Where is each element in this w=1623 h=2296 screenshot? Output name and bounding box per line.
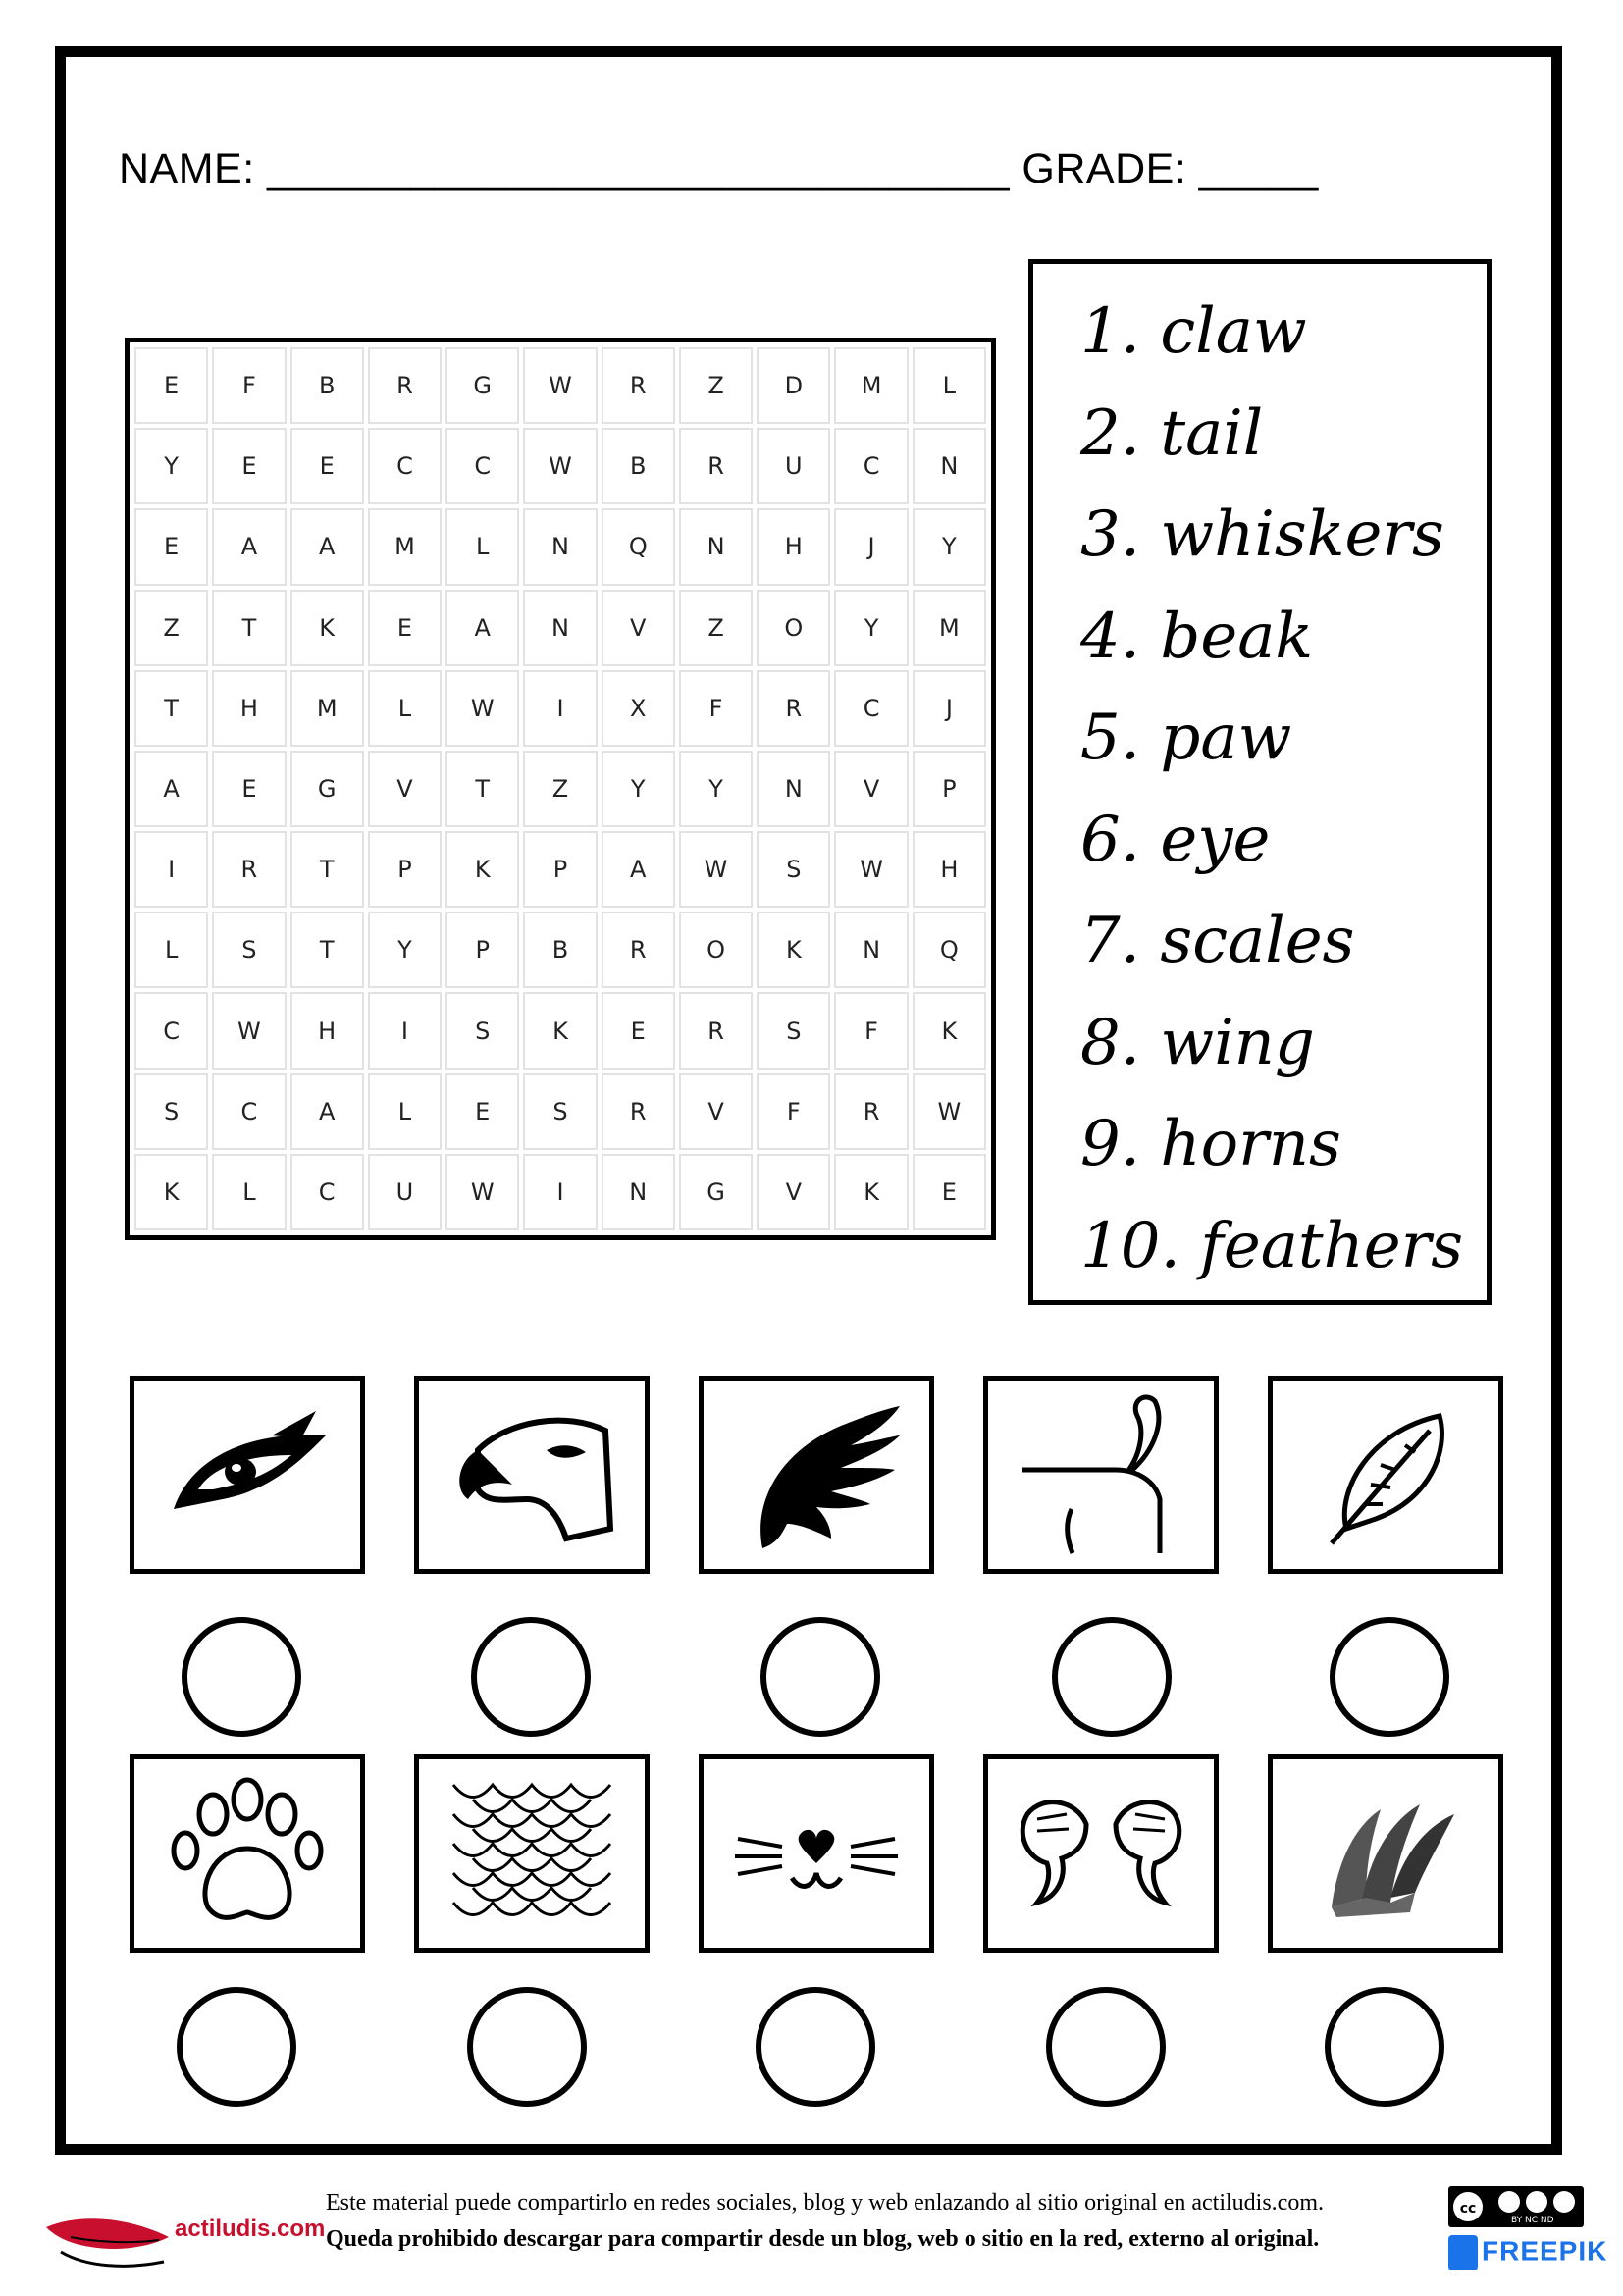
grid-cell[interactable]: I	[523, 1154, 597, 1230]
grid-cell[interactable]: Z	[679, 590, 753, 666]
grid-cell[interactable]: T	[134, 670, 208, 747]
grid-cell[interactable]: E	[212, 428, 286, 504]
word-list-box	[1028, 259, 1492, 1305]
grid-cell[interactable]: P	[445, 912, 519, 988]
grid-cell[interactable]: T	[445, 751, 519, 827]
picture-card-tail	[983, 1376, 1219, 1574]
grid-cell[interactable]: R	[368, 347, 442, 424]
grid-cell[interactable]: Q	[602, 508, 675, 585]
grid-cell[interactable]: X	[602, 670, 675, 747]
grid-cell[interactable]: V	[757, 1154, 830, 1230]
grid-cell[interactable]: W	[445, 670, 519, 747]
word-list-item: 7. scales	[1080, 905, 1355, 977]
grid-cell[interactable]: S	[445, 992, 519, 1069]
grid-cell[interactable]: I	[523, 670, 597, 747]
grid-cell[interactable]: K	[445, 831, 519, 908]
grid-cell[interactable]: K	[834, 1154, 908, 1230]
grid-cell[interactable]: G	[445, 347, 519, 424]
grid-cell[interactable]: W	[212, 992, 286, 1069]
grid-cell[interactable]: E	[290, 428, 364, 504]
grid-cell[interactable]: E	[913, 1154, 986, 1230]
grid-cell[interactable]: H	[757, 508, 830, 585]
beak-icon	[439, 1391, 625, 1558]
grid-cell[interactable]: G	[290, 751, 364, 827]
svg-text:cc: cc	[1459, 2201, 1477, 2217]
whiskers-icon	[723, 1770, 910, 1937]
grid-cell[interactable]: T	[290, 912, 364, 988]
picture-card-paw	[130, 1754, 365, 1953]
grid-cell[interactable]: Y	[834, 590, 908, 666]
grid-cell[interactable]: H	[290, 992, 364, 1069]
grid-cell[interactable]: C	[212, 1073, 286, 1150]
name-grade-line: NAME: _______________________________ GRADE: _____	[119, 145, 1319, 192]
grid-cell[interactable]: U	[757, 428, 830, 504]
grid-cell[interactable]: E	[134, 508, 208, 585]
grid-cell[interactable]: L	[913, 347, 986, 424]
grid-cell[interactable]: R	[679, 428, 753, 504]
grid-cell[interactable]: K	[913, 992, 986, 1069]
horns-icon	[1008, 1770, 1194, 1937]
grid-cell[interactable]: W	[834, 831, 908, 908]
freepik-icon	[1448, 2235, 1478, 2270]
grid-cell[interactable]: W	[523, 428, 597, 504]
grid-cell[interactable]: V	[602, 590, 675, 666]
grid-cell[interactable]: J	[834, 508, 908, 585]
footer-license-text: Este material puede compartirlo en redes sociales, blog y web enlazando al sitio original en actiludis.com.	[326, 2190, 1324, 2216]
word-list-item: 2. tail	[1080, 396, 1264, 470]
grid-cell[interactable]: N	[913, 428, 986, 504]
grid-cell[interactable]: S	[757, 992, 830, 1069]
grid-cell[interactable]: A	[290, 508, 364, 585]
scales-icon	[439, 1770, 625, 1937]
grid-cell[interactable]: W	[913, 1073, 986, 1150]
answer-circle[interactable]	[1046, 1987, 1166, 2107]
grid-cell[interactable]: N	[523, 508, 597, 585]
grid-cell[interactable]: A	[212, 508, 286, 585]
grid-cell[interactable]: Y	[368, 912, 442, 988]
grid-cell[interactable]: Y	[913, 508, 986, 585]
feather-icon	[1292, 1391, 1479, 1558]
grid-cell[interactable]: R	[679, 992, 753, 1069]
answer-circle[interactable]	[756, 1987, 875, 2107]
grid-cell[interactable]: A	[602, 831, 675, 908]
eye-icon	[154, 1391, 340, 1558]
word-list-item: 5. paw	[1080, 702, 1292, 774]
grid-cell[interactable]: T	[290, 831, 364, 908]
grid-cell[interactable]: S	[523, 1073, 597, 1150]
grid-cell[interactable]: N	[757, 751, 830, 827]
answer-circle[interactable]	[467, 1987, 587, 2107]
footer-prohibition-text: Queda prohibido descargar para compartir desde un blog, web o sitio en la red, externo al original.	[326, 2226, 1320, 2252]
grid-cell[interactable]: I	[368, 992, 442, 1069]
grid-cell[interactable]: A	[290, 1073, 364, 1150]
grid-cell[interactable]: J	[913, 670, 986, 747]
grid-cell[interactable]: E	[368, 590, 442, 666]
grid-cell[interactable]: E	[212, 751, 286, 827]
grid-cell[interactable]: C	[834, 428, 908, 504]
answer-circle[interactable]	[177, 1987, 296, 2107]
grid-cell[interactable]: H	[913, 831, 986, 908]
grid-cell[interactable]: Z	[134, 590, 208, 666]
grid-cell[interactable]: U	[368, 1154, 442, 1230]
freepik-credit	[1448, 2235, 1607, 2270]
grid-cell[interactable]: F	[212, 347, 286, 424]
grid-cell[interactable]: C	[368, 428, 442, 504]
tail-icon	[1008, 1391, 1194, 1558]
answer-circle[interactable]	[1330, 1617, 1449, 1737]
picture-card-whiskers	[699, 1754, 934, 1953]
grid-cell[interactable]: N	[834, 912, 908, 988]
grid-cell[interactable]: M	[368, 508, 442, 585]
grid-cell[interactable]: N	[602, 1154, 675, 1230]
grid-cell[interactable]: A	[134, 751, 208, 827]
picture-card-feather	[1268, 1376, 1503, 1574]
grid-cell[interactable]: F	[679, 670, 753, 747]
picture-card-horns	[983, 1754, 1219, 1953]
grid-cell[interactable]: L	[368, 1073, 442, 1150]
grid-cell[interactable]: Y	[134, 428, 208, 504]
grid-cell[interactable]: R	[757, 670, 830, 747]
word-list-item: 6. eye	[1080, 803, 1271, 876]
picture-card-wing	[699, 1376, 934, 1574]
word-list-item: 1. claw	[1080, 295, 1307, 368]
answer-circle[interactable]	[471, 1617, 591, 1737]
grid-cell[interactable]: V	[834, 751, 908, 827]
logo-text: actiludis.com	[175, 2216, 326, 2242]
grid-cell[interactable]: W	[523, 347, 597, 424]
word-search-grid	[125, 338, 996, 1240]
grid-cell[interactable]: S	[134, 1073, 208, 1150]
grid-cell[interactable]: S	[757, 831, 830, 908]
grid-cell[interactable]: A	[445, 590, 519, 666]
grid-cell[interactable]: K	[134, 1154, 208, 1230]
grid-cell[interactable]: E	[602, 992, 675, 1069]
freepik-label: FREEPIK	[1482, 2235, 1608, 2267]
grid-cell[interactable]: T	[212, 590, 286, 666]
grid-cell[interactable]: C	[134, 992, 208, 1069]
grid-cell[interactable]: H	[212, 670, 286, 747]
grid-cell[interactable]: O	[757, 590, 830, 666]
grid-cell[interactable]: M	[290, 670, 364, 747]
paw-icon	[154, 1770, 340, 1937]
grid-cell[interactable]: F	[834, 992, 908, 1069]
grid-cell[interactable]: O	[679, 912, 753, 988]
grid-cell[interactable]: R	[602, 912, 675, 988]
grid-cell[interactable]: K	[290, 590, 364, 666]
grid-cell[interactable]: R	[602, 1073, 675, 1150]
grid-cell[interactable]: N	[679, 508, 753, 585]
grid-cell[interactable]: N	[523, 590, 597, 666]
grid-cell[interactable]: L	[368, 670, 442, 747]
grid-cell[interactable]: P	[523, 831, 597, 908]
grid-cell[interactable]: K	[757, 912, 830, 988]
grid-cell[interactable]: Y	[602, 751, 675, 827]
picture-card-scales	[414, 1754, 650, 1953]
grid-cell[interactable]: L	[212, 1154, 286, 1230]
answer-circle[interactable]	[760, 1617, 880, 1737]
grid-cell[interactable]: L	[445, 508, 519, 585]
grid-cell[interactable]: L	[134, 912, 208, 988]
word-list-item: 8. wing	[1080, 1006, 1315, 1079]
wing-icon	[723, 1391, 910, 1558]
answer-circle[interactable]	[1325, 1987, 1444, 2107]
grid-cell[interactable]: K	[523, 992, 597, 1069]
grid-cell[interactable]: M	[913, 590, 986, 666]
grid-cell[interactable]: P	[913, 751, 986, 827]
grid-cell[interactable]: V	[368, 751, 442, 827]
grid-cell[interactable]: E	[445, 1073, 519, 1150]
grid-cell[interactable]: V	[679, 1073, 753, 1150]
picture-card-eye	[130, 1376, 365, 1574]
grid-cell[interactable]: Q	[913, 912, 986, 988]
grid-cell[interactable]: I	[134, 831, 208, 908]
grid-cell[interactable]: P	[368, 831, 442, 908]
grid-cell[interactable]: C	[834, 670, 908, 747]
grid-cell[interactable]: R	[834, 1073, 908, 1150]
grid-cell[interactable]: D	[757, 347, 830, 424]
word-list-item: 3. whiskers	[1080, 498, 1444, 571]
grid-cell[interactable]: R	[212, 831, 286, 908]
word-list-item: 9. horns	[1080, 1108, 1341, 1180]
grid-cell[interactable]: M	[834, 347, 908, 424]
grid-cell[interactable]: W	[679, 831, 753, 908]
grid-cell[interactable]: F	[757, 1073, 830, 1150]
grid-cell[interactable]: Y	[679, 751, 753, 827]
grid-cell[interactable]: E	[134, 347, 208, 424]
grid-cell[interactable]: W	[445, 1154, 519, 1230]
picture-card-beak	[414, 1376, 650, 1574]
answer-circle[interactable]	[1052, 1617, 1172, 1737]
license-labels: BY NC ND	[1511, 2216, 1554, 2225]
grid-cell[interactable]: Z	[523, 751, 597, 827]
word-list-item: 4. beak	[1080, 600, 1314, 673]
grid-cell[interactable]: B	[602, 428, 675, 504]
grid-cell[interactable]: C	[445, 428, 519, 504]
grid-cell[interactable]: B	[523, 912, 597, 988]
grid-cell[interactable]: B	[290, 347, 364, 424]
word-list-item: 10. feathers	[1080, 1209, 1464, 1282]
claw-icon	[1292, 1770, 1479, 1937]
grid-cell[interactable]: R	[602, 347, 675, 424]
grid-cell[interactable]: S	[212, 912, 286, 988]
picture-card-claw	[1268, 1754, 1503, 1953]
answer-circle[interactable]	[182, 1617, 301, 1737]
grid-cell[interactable]: G	[679, 1154, 753, 1230]
grid-cell[interactable]: Z	[679, 347, 753, 424]
grid-cell[interactable]: C	[290, 1154, 364, 1230]
